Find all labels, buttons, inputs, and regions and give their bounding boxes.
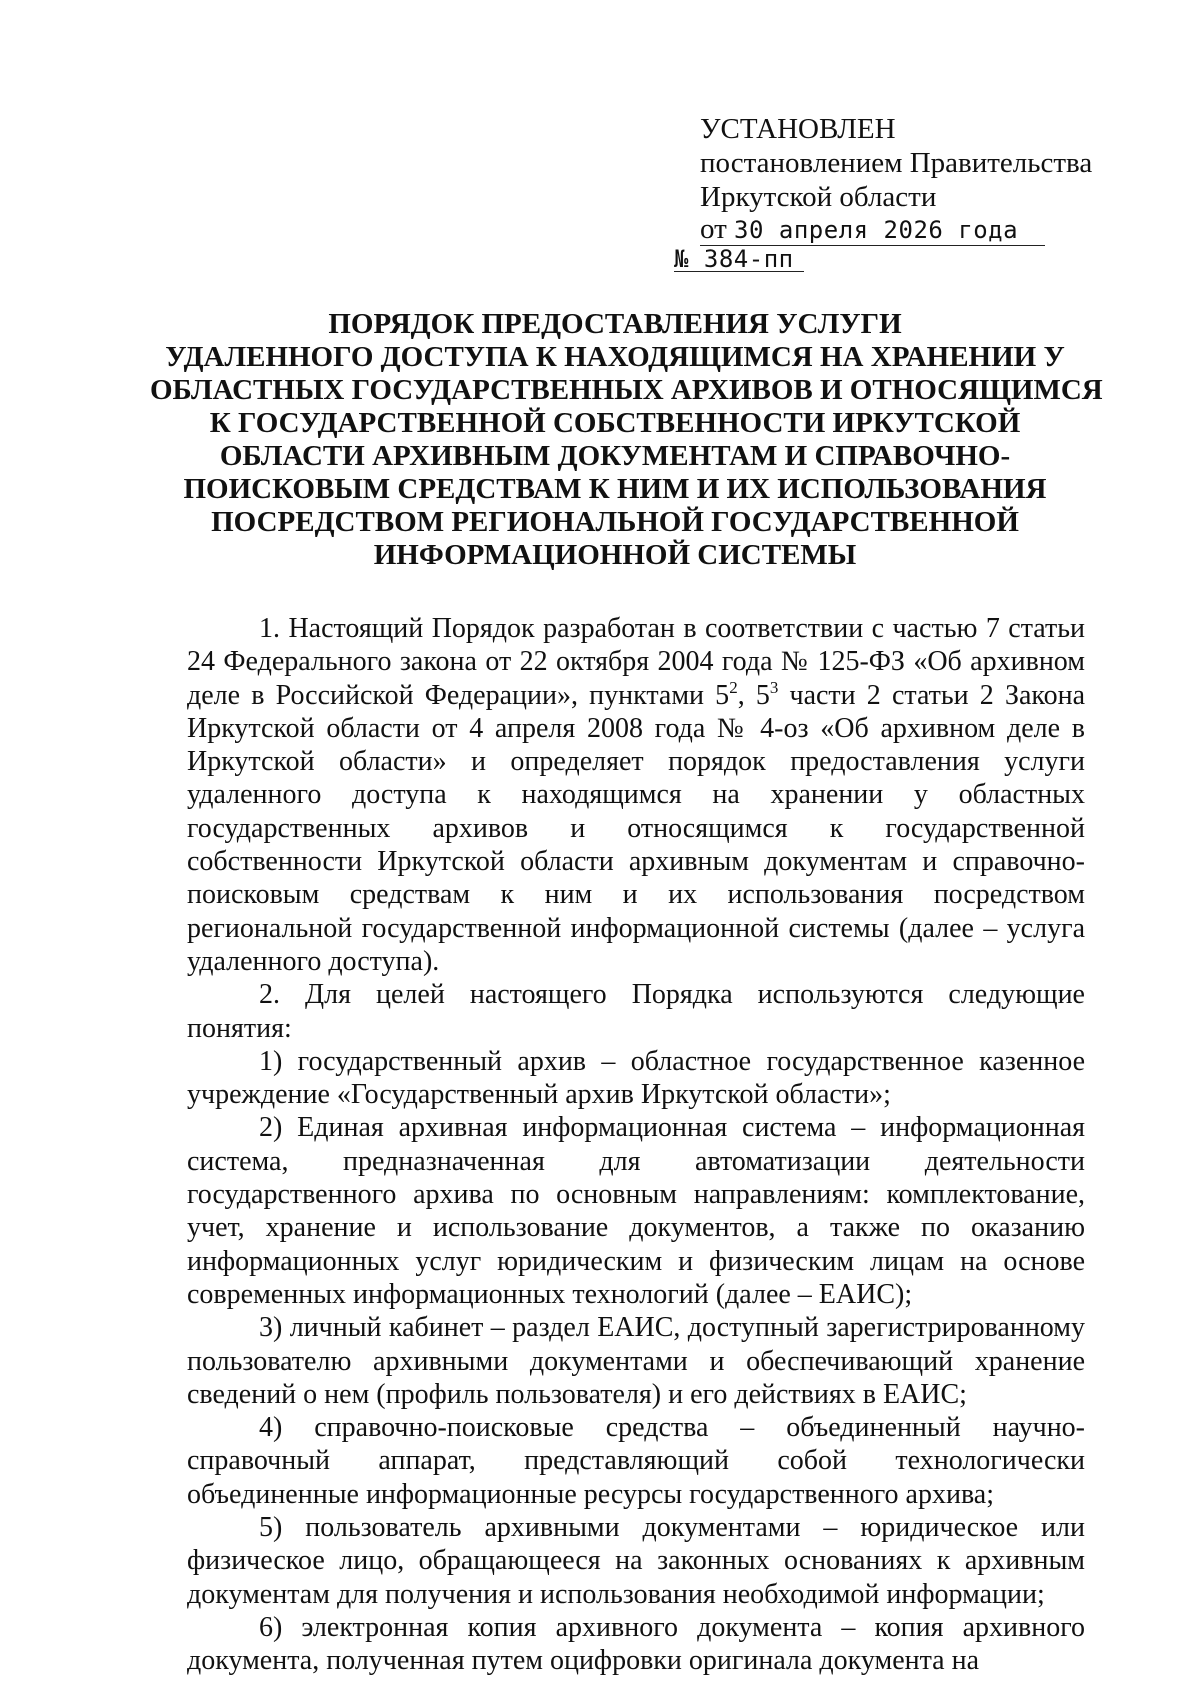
- definition-item-6: 6) электронная копия архивного документа – копия архивного документа, полученная путем оцифровки оригинала документа на: [187, 1611, 1085, 1677]
- title-line: УДАЛЕННОГО ДОСТУПА К НАХОДЯЩИМСЯ НА ХРАНЕНИИ У: [165, 341, 1065, 373]
- superscript-3: 3: [769, 677, 779, 697]
- definition-item-3: 3) личный кабинет – раздел ЕАИС, доступный зарегистрированному пользователю архивными документами и обеспечивающий хранение сведений о нем (профиль пользователя) и его действиях в ЕАИС;: [187, 1312, 1085, 1410]
- title-line: ПОИСКОВЫМ СРЕДСТВАМ К НИМ И ИХ ИСПОЛЬЗОВАНИЯ: [183, 473, 1047, 505]
- title-line: ПОРЯДОК ПРЕДОСТАВЛЕНИЯ УСЛУГИ: [328, 308, 902, 340]
- approval-date-prefix: от: [700, 213, 727, 245]
- paragraph-1: [187, 612, 1085, 978]
- title-line: ОБЛАСТИ АРХИВНЫМ ДОКУМЕНТАМ И СПРАВОЧНО-: [219, 440, 1011, 472]
- title-line: ПОСРЕДСТВОМ РЕГИОНАЛЬНОЙ ГОСУДАРСТВЕННОЙ: [211, 506, 1019, 538]
- approval-region: Иркутской области: [700, 181, 937, 213]
- approval-date-line: [700, 214, 1045, 246]
- definition-item-1: 1) государственный архив – областное государственное казенное учреждение «Государственный архив Иркутской области»;: [187, 1045, 1085, 1111]
- approval-status: УСТАНОВЛЕН: [700, 113, 896, 145]
- document-title: [150, 308, 1103, 572]
- title-line: ОБЛАСТНЫХ ГОСУДАРСТВЕННЫХ АРХИВОВ И ОТНОСЯЩИМСЯ: [150, 374, 1103, 406]
- superscript-2: 2: [729, 677, 738, 697]
- definition-item-5: 5) пользователь архивными документами – юридическое или физическое лицо, обращающееся на законных основаниях к архивным документам для получения и использования необходимой информации;: [187, 1512, 1085, 1610]
- approval-number-line: [674, 246, 804, 272]
- approval-block: [674, 112, 1100, 273]
- title-line: К ГОСУДАРСТВЕННОЙ СОБСТВЕННОСТИ ИРКУТСКОЙ: [209, 407, 1021, 439]
- approval-date-value: 30 апреля 2026 года: [734, 216, 1019, 244]
- paragraph-2: 2. Для целей настоящего Порядка используются следующие понятия:: [187, 979, 1085, 1044]
- paragraph-1-text-c: части 2 статьи 2 Закона Иркутской области от 4 апреля 2008 года № 4-оз «Об архивном деле в Иркутской области» и определяет порядок предоставления услуги удаленного доступа к находящимся на хранении у областных государственных архивов и относящимся к государственной собственности Иркутской области архивным документам и справочно-поисковым средствам к ним и их использования посредством региональной государственной информационной системы (далее – услуга удаленного доступа).: [187, 679, 1086, 977]
- title-line: ИНФОРМАЦИОННОЙ СИСТЕМЫ: [373, 539, 857, 571]
- paragraph-1-text-b: , 5: [737, 679, 770, 711]
- approval-issuer: постановлением Правительства: [700, 147, 1093, 179]
- paragraph-1-text-a: 1. Настоящий Порядок разработан в соответствии с частью 7 статьи 24 Федерального закона от 22 октября 2004 года № 125-ФЗ «Об архивном деле в Российской Федерации», пунктами 5: [187, 613, 1085, 711]
- definition-item-2: 2) Единая архивная информационная система – информационная система, предназначенная для автоматизации деятельности государственного архива по основным направлениям: комплектование, учет, хранение и использование документов, а также по оказанию информационных услуг юридическим и физическим лицам на основе современных информационных технологий (далее – ЕАИС);: [187, 1112, 1085, 1310]
- definition-item-4: 4) справочно-поисковые средства – объединенный научно-справочный аппарат, представляющий собой технологически объединенные информационные ресурсы государственного архива;: [187, 1412, 1085, 1510]
- document-body: [187, 612, 1085, 1678]
- approval-number-value: № 384-пп: [674, 245, 794, 273]
